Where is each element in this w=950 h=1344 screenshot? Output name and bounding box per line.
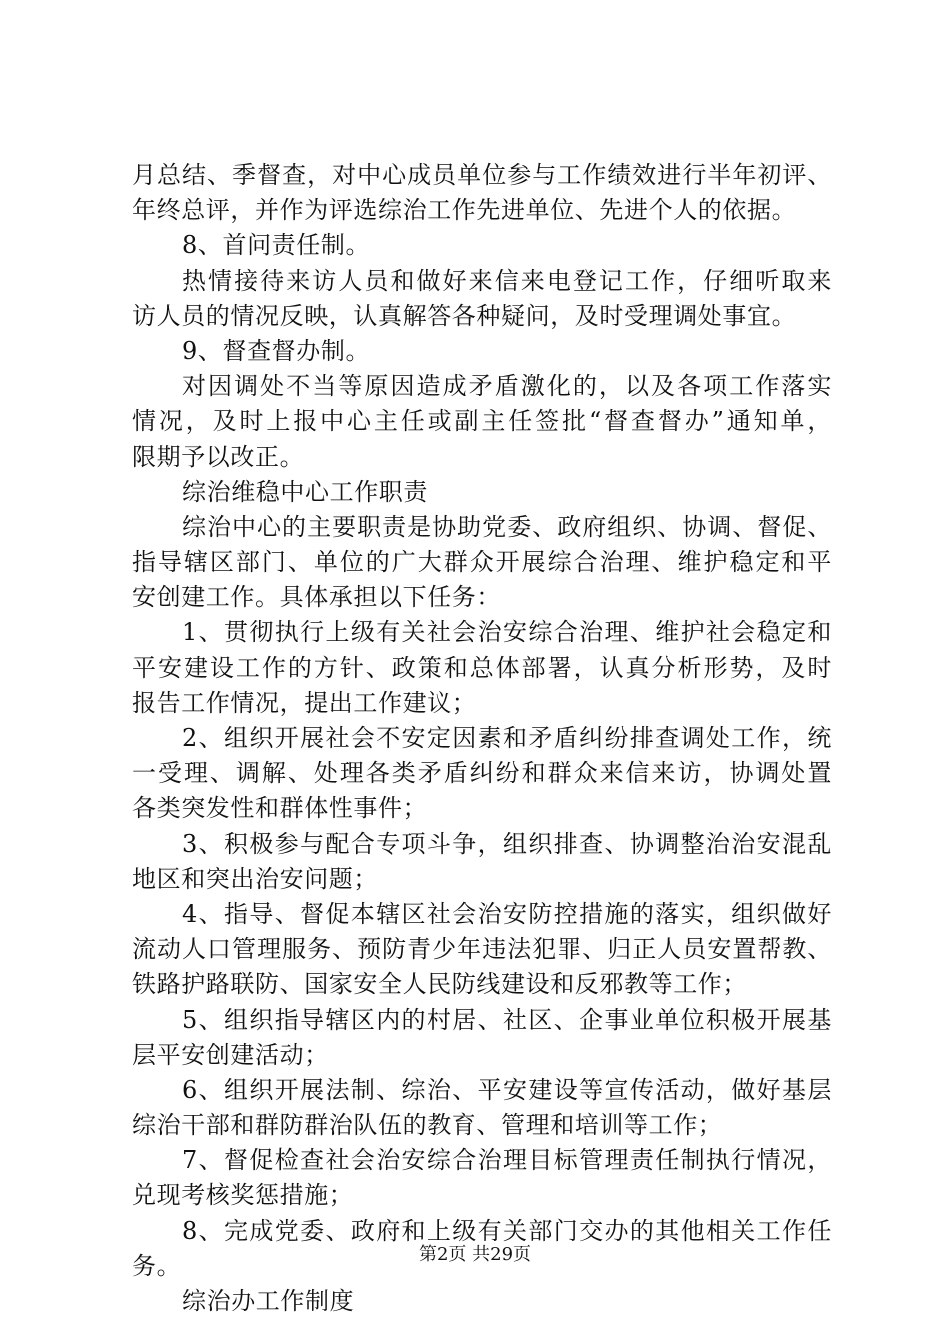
text-line-28: 综治干部和群防群治队伍的教育、管理和培训等工作； (132, 1111, 723, 1140)
section-title-rules: 综治办工作制度 (182, 1287, 355, 1315)
text-line-29: 7、督促检查社会治安综合治理目标管理责任制执行情况， (182, 1146, 832, 1175)
text-line-30: 兑现考核奖惩措施； (132, 1181, 354, 1210)
document-body (132, 158, 832, 1319)
text-line-8: 情况，及时上报中心主任或副主任签批“督查督办”通知单， (132, 407, 832, 436)
section-heading-9: 9、督查督办制。 (182, 336, 371, 365)
text-line-15: 平安建设工作的方针、政策和总体部署，认真分析形势，及时 (132, 653, 832, 682)
text-line-1: 月总结、季督查，对中心成员单位参与工作绩效进行半年初评、 (132, 161, 832, 189)
text-line-5: 访人员的情况反映，认真解答各种疑问，及时受理调处事宜。 (132, 301, 797, 330)
text-line-2: 年终总评，并作为评选综治工作先进单位、先进个人的依据。 (132, 196, 797, 225)
text-line-18: 一受理、调解、处理各类矛盾纠纷和群众来信来访，协调处置 (132, 759, 832, 788)
text-line-21: 地区和突出治安问题； (132, 864, 378, 893)
text-line-11: 综治中心的主要职责是协助党委、政府组织、协调、督促、 (182, 512, 832, 541)
section-title-duties: 综治维稳中心工作职责 (182, 477, 428, 506)
text-line-27: 6、组织开展法制、综治、平安建设等宣传活动，做好基层 (182, 1075, 832, 1104)
text-line-23: 流动人口管理服务、预防青少年违法犯罪、归正人员安置帮教、 (132, 935, 832, 964)
text-line-17: 2、组织开展社会不安定因素和矛盾纠纷排查调处工作，统 (182, 724, 832, 752)
text-line-31: 8、完成党委、政府和上级有关部门交办的其他相关工作任 (182, 1216, 832, 1245)
text-line-26: 层平安创建活动； (132, 1040, 329, 1069)
text-line-12: 指导辖区部门、单位的广大群众开展综合治理、维护稳定和平 (132, 548, 832, 577)
text-line-7: 对因调处不当等原因造成矛盾激化的，以及各项工作落实 (182, 372, 832, 401)
text-line-32: 务。 (132, 1251, 182, 1280)
text-line-20: 3、积极参与配合专项斗争，组织排查、协调整治治安混乱 (182, 829, 832, 858)
text-line-19: 各类突发性和群体性事件； (132, 794, 428, 823)
section-heading-8: 8、首问责任制。 (182, 231, 371, 260)
text-line-25: 5、组织指导辖区内的村居、社区、企事业单位积极开展基 (182, 1005, 832, 1034)
text-line-22: 4、指导、督促本辖区社会治安防控措施的落实，组织做好 (182, 899, 832, 928)
text-line-14: 1、贯彻执行上级有关社会治安综合治理、维护社会稳定和 (182, 618, 832, 647)
text-line-13: 安创建工作。具体承担以下任务： (132, 583, 501, 612)
page-footer: 第2页 共29页 (418, 1244, 532, 1265)
text-line-16: 报告工作情况，提出工作建议； (132, 688, 477, 717)
text-line-9: 限期予以改正。 (132, 442, 305, 471)
text-line-4: 热情接待来访人员和做好来信来电登记工作，仔细听取来 (182, 266, 832, 295)
text-line-24: 铁路护路联防、国家安全人民防线建设和反邪教等工作； (132, 970, 747, 999)
